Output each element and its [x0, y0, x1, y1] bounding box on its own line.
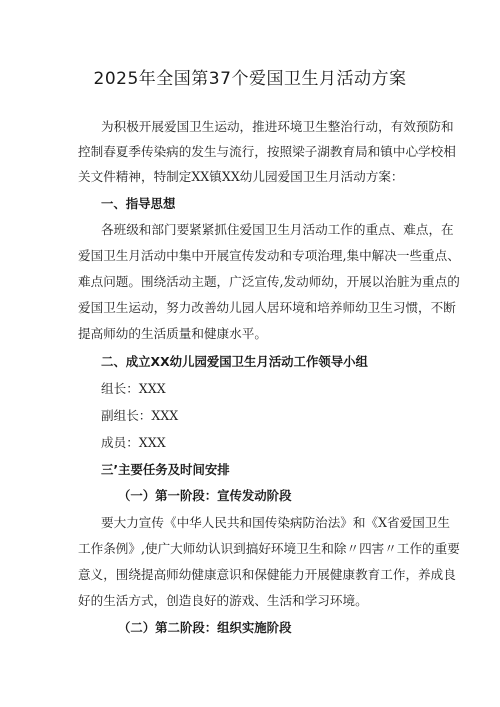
section-heading-main-tasks: 三’主要任务及时间安排 [101, 462, 230, 477]
phase1-line-2: 工作条例》,使广大师幼认识到搞好环境卫生和除〃四害〃工作的重要 [78, 541, 460, 556]
section-heading-leadership-group: 二、成立XX幼儿园爱国卫生月活动工作领导小组 [101, 354, 368, 369]
phase2-heading: （二）第二阶段：组织实施阶段 [118, 620, 292, 635]
section1-line-3: 难点问题。围绕活动主题，广泛宣传,发动师幼，开展以治脏为重点的 [78, 274, 460, 289]
section-heading-guiding-thought: 一、指导思想 [101, 196, 176, 211]
phase1-line-4: 好的生活方式，创造良好的游戏、生活和学习环境。 [78, 593, 368, 608]
leader-line: 组长：XXX [101, 381, 166, 396]
section1-line-4: 爱国卫生运动，努力改善幼儿园人居环境和培养师幼卫生习惯，不断 [78, 300, 456, 315]
section1-line-5: 提高师幼的生活质量和健康水平。 [78, 326, 267, 341]
phase1-line-3: 意义，围绕提高师幼健康意识和保健能力开展健康教育工作，养成良 [78, 567, 456, 582]
section1-line-2: 爱国卫生月活动中集中开展宣传发动和专项治理,集中解决一些重点、 [78, 248, 460, 263]
deputy-leader-line: 副组长：XXX [101, 408, 179, 423]
document-title: 2025年全国第37个爱国卫生月活动方案 [93, 69, 407, 89]
section1-line-1: 各班级和部门要紧紧抓住爱国卫生月活动工作的重点、难点，在 [101, 222, 454, 237]
intro-line-2: 控制春夏季传染病的发生与流行，按照梁子湖教育局和镇中心学校相 [78, 144, 456, 159]
intro-line-3: 关文件精神，特制定XX镇XX幼儿园爱国卫生月活动方案： [78, 169, 404, 184]
phase1-heading: （一）第一阶段：宣传发动阶段 [118, 488, 292, 503]
members-line: 成员：XXX [101, 435, 166, 450]
intro-line-1: 为积极开展爱国卫生运动，推进环境卫生整治行动，有效预防和 [101, 119, 454, 134]
phase1-line-1: 要大力宣传《中华人民共和国传染病防治法》和《X省爱国卫生 [101, 515, 450, 530]
